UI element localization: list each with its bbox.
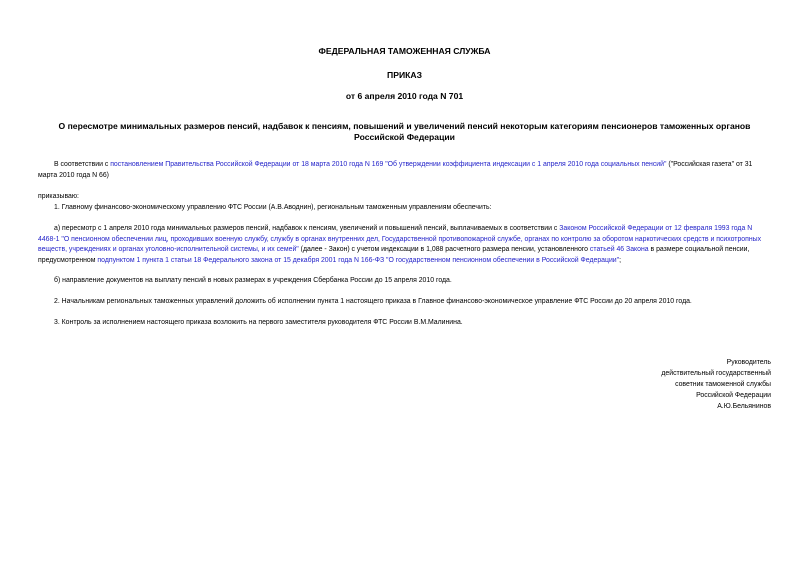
preamble-regulation-link[interactable]: постановлением Правительства Российской Федерации от 18 марта 2010 года N 169 "Об утверждении коэффициента индексации с 1 апреля 2010 года социальных пенсий" [110,161,667,168]
document-title-line1: О пересмотре минимальных размеров пенсий, надбавок к пенсиям, повышений и увеличений пенсий некоторым категориям пенсионеров таможенных органов [58,121,751,131]
signature-line-4: Российской Федерации [696,392,771,399]
item-1a-paragraph [38,224,771,266]
signature-block [511,357,771,412]
item-1a-text-2: (далее - Закон) с учетом индексации в 1,088 расчетного размера пенсии, установленного [298,246,590,253]
order-word: приказываю: [38,193,79,200]
date-number-heading: от 6 апреля 2010 года N 701 [345,91,464,101]
item-1a-law-link[interactable]: Законом Российской Федерации от 12 февраля 1993 года N 4468-1 "О пенсионном обеспечении лиц, проходивших военную службу, службу в органах внутренних дел, Государственной противопожарной службе, органах по контролю за оборотом наркотических средств и психотропных веществ, учреждениях и органах уголовно-исполнительной системы, и их семей" [38,225,762,253]
agency-heading: ФЕДЕРАЛЬНАЯ ТАМОЖЕННАЯ СЛУЖБА [318,46,491,56]
document-title-line2: Российской Федерации [354,132,455,142]
item-1a-text-4: ; [619,256,622,264]
signature-line-2: действительный государственный [661,370,771,377]
preamble-paragraph [38,160,771,181]
doc-type-heading: ПРИКАЗ [387,70,422,80]
signature-line-3: советник таможенной службы [675,381,771,388]
signature-name: А.Ю.Бельянинов [717,403,771,410]
item-2: 2. Начальникам региональных таможенных управлений доложить об исполнении пункта 1 настоящего приказа в Главное финансово-экономическое управление ФТС России до 20 апреля 2010 года. [54,298,692,305]
preamble-text-before: В соответствии с [54,161,111,168]
document-title [38,121,771,143]
item-3: 3. Контроль за исполнением настоящего приказа возложить на первого заместителя руководителя ФТС России В.М.Малинина. [54,319,463,326]
item-1b: б) направление документов на выплату пенсий в новых размерах в учреждения Сбербанка России до 15 апреля 2010 года. [54,277,452,284]
signature-line-1: Руководитель [726,359,771,366]
item-1: 1. Главному финансово-экономическому управлению ФТС России (А.В.Аводнин), региональным таможенным управлениям обеспечить: [54,204,492,211]
preamble-text-after: ("Российская газета" от 31 марта 2010 года N 66) [38,161,753,179]
item-1a-text-1: а) пересмотр с 1 апреля 2010 года минимальных размеров пенсий, надбавок к пенсиям, увеличений и повышений пенсий, выплачиваемых в соответствии с [54,225,560,232]
item-1a-text-3: в размере социальной пенсии, предусмотренном [38,246,750,264]
item-1a-federal-law-link[interactable]: подпунктом 1 пункта 1 статьи 18 Федерального закона от 15 декабря 2001 года N 166-ФЗ "О государственном пенсионном обеспечении в Российской Федерации" [97,256,620,264]
item-1a-article-link[interactable]: статьей 46 Закона [589,246,649,253]
